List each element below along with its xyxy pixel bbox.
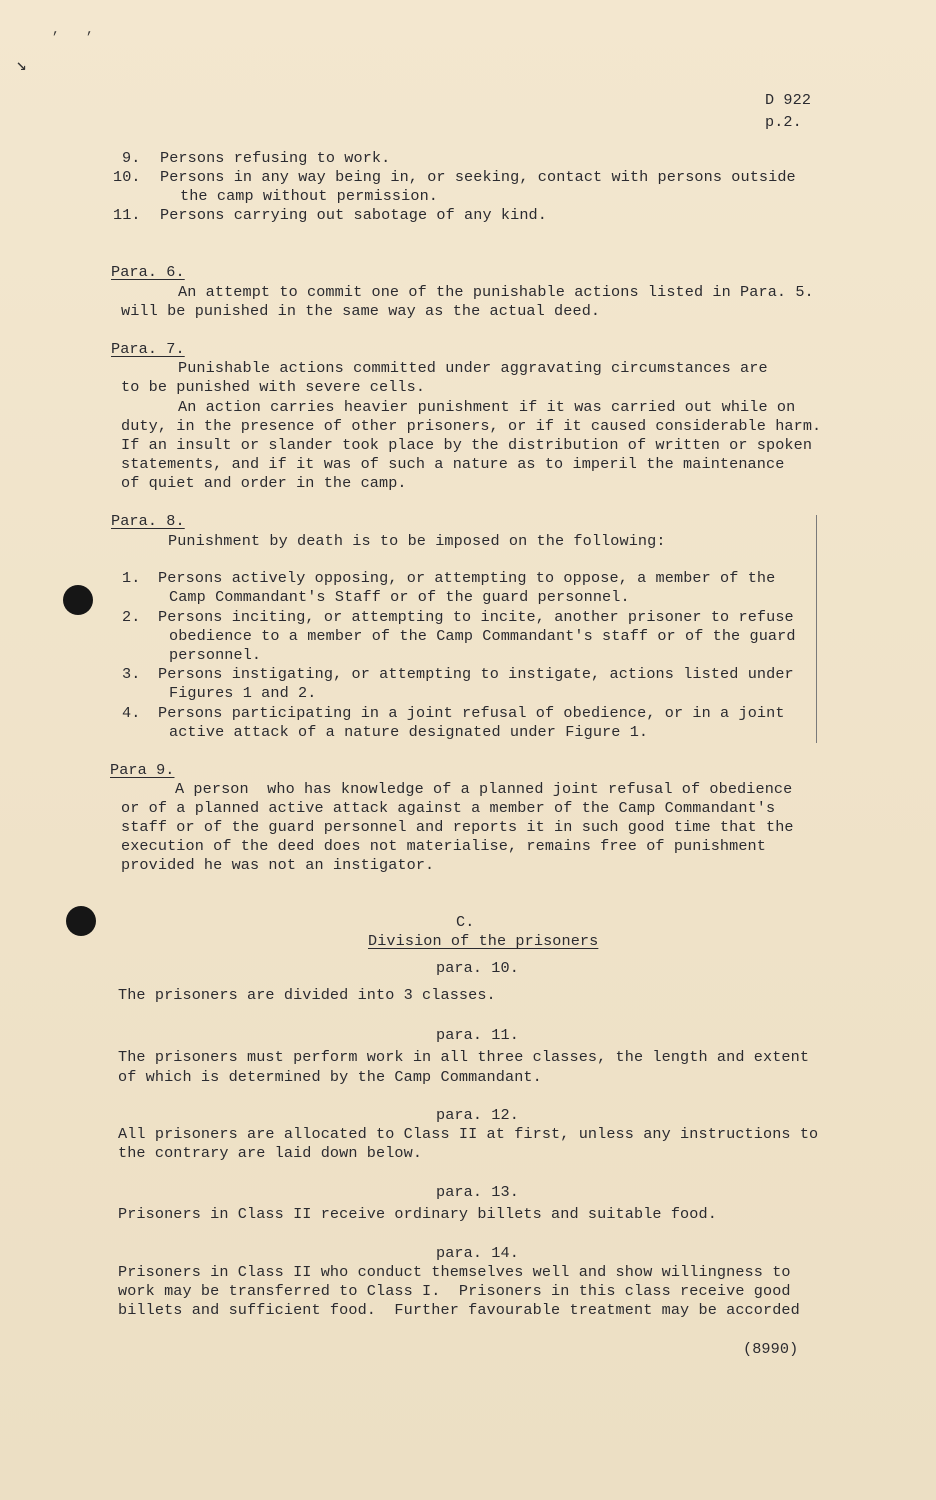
punch-hole (66, 906, 96, 936)
para-text: staff or of the guard personnel and reports it in such good time that the (121, 818, 794, 836)
list-item: Persons actively opposing, or attempting to oppose, a member of the (158, 569, 776, 587)
list-number: 10. (113, 168, 141, 186)
page-ref: p.2. (765, 113, 802, 131)
para-heading: Para 9. (110, 761, 175, 779)
para-heading: para. 11. (436, 1026, 519, 1044)
para-text: A person who has knowledge of a planned joint refusal of obedience (175, 780, 793, 798)
para-heading: para. 12. (436, 1106, 519, 1124)
para-heading: para. 14. (436, 1244, 519, 1262)
para-heading: Para. 7. (111, 340, 185, 358)
para-heading: Para. 6. (111, 263, 185, 281)
list-item: Persons refusing to work. (160, 149, 391, 167)
para-text: Prisoners in Class II receive ordinary billets and suitable food. (118, 1205, 717, 1223)
para-text: Punishable actions committed under aggravating circumstances are (178, 359, 768, 377)
punch-hole (63, 585, 93, 615)
section-letter: C. (456, 913, 475, 931)
list-number: 1. (122, 569, 141, 587)
doc-ref: D 922 (765, 91, 812, 109)
list-item: personnel. (169, 646, 262, 664)
para-text: The prisoners are divided into 3 classes. (118, 986, 496, 1004)
para-text: of quiet and order in the camp. (121, 474, 407, 492)
list-item: Persons participating in a joint refusal of obedience, or in a joint (158, 704, 785, 722)
list-item: Persons in any way being in, or seeking, contact with persons outside (160, 168, 796, 186)
list-item: Figures 1 and 2. (169, 684, 317, 702)
list-item: the camp without permission. (180, 187, 438, 205)
para-text: of which is determined by the Camp Commandant. (118, 1068, 542, 1086)
para-text: duty, in the presence of other prisoners, or if it caused considerable harm. (121, 417, 822, 435)
para-text: will be punished in the same way as the actual deed. (121, 302, 601, 320)
para-text: the contrary are laid down below. (118, 1144, 423, 1162)
list-item: Persons carrying out sabotage of any kind. (160, 206, 547, 224)
para-text: or of a planned active attack against a member of the Camp Commandant's (121, 799, 776, 817)
para-text: An attempt to commit one of the punishable actions listed in Para. 5. (178, 283, 814, 301)
list-item: Camp Commandant's Staff or of the guard personnel. (169, 588, 630, 606)
margin-mark: ↘ (16, 56, 27, 76)
list-number: 11. (113, 206, 141, 224)
list-number: 3. (122, 665, 141, 683)
margin-rule (816, 515, 817, 743)
para-text: work may be transferred to Class I. Prisoners in this class receive good (118, 1282, 791, 1300)
section-title: Division of the prisoners (368, 932, 599, 950)
margin-mark: , (52, 22, 60, 37)
para-text: execution of the deed does not materialise, remains free of punishment (121, 837, 766, 855)
margin-mark: , (86, 22, 94, 37)
list-number: 2. (122, 608, 141, 626)
list-item: active attack of a nature designated under Figure 1. (169, 723, 649, 741)
para-heading: Para. 8. (111, 512, 185, 530)
para-text: The prisoners must perform work in all three classes, the length and extent (118, 1048, 810, 1066)
para-heading: para. 13. (436, 1183, 519, 1201)
para-text: An action carries heavier punishment if it was carried out while on (178, 398, 796, 416)
list-item: obedience to a member of the Camp Commandant's staff or of the guard (169, 627, 796, 645)
para-text: Punishment by death is to be imposed on the following: (168, 532, 666, 550)
list-item: Persons instigating, or attempting to instigate, actions listed under (158, 665, 794, 683)
para-text: statements, and if it was of such a nature as to imperil the maintenance (121, 455, 785, 473)
para-text: If an insult or slander took place by the distribution of written or spoken (121, 436, 813, 454)
list-item: Persons inciting, or attempting to incite, another prisoner to refuse (158, 608, 794, 626)
para-text: to be punished with severe cells. (121, 378, 426, 396)
para-text: provided he was not an instigator. (121, 856, 435, 874)
para-text: All prisoners are allocated to Class II at first, unless any instructions to (118, 1125, 819, 1143)
para-text: Prisoners in Class II who conduct themselves well and show willingness to (118, 1263, 791, 1281)
list-number: 9. (122, 149, 141, 167)
para-text: billets and sufficient food. Further favourable treatment may be accorded (118, 1301, 800, 1319)
footer-ref: (8990) (743, 1340, 799, 1358)
para-heading: para. 10. (436, 959, 519, 977)
list-number: 4. (122, 704, 141, 722)
